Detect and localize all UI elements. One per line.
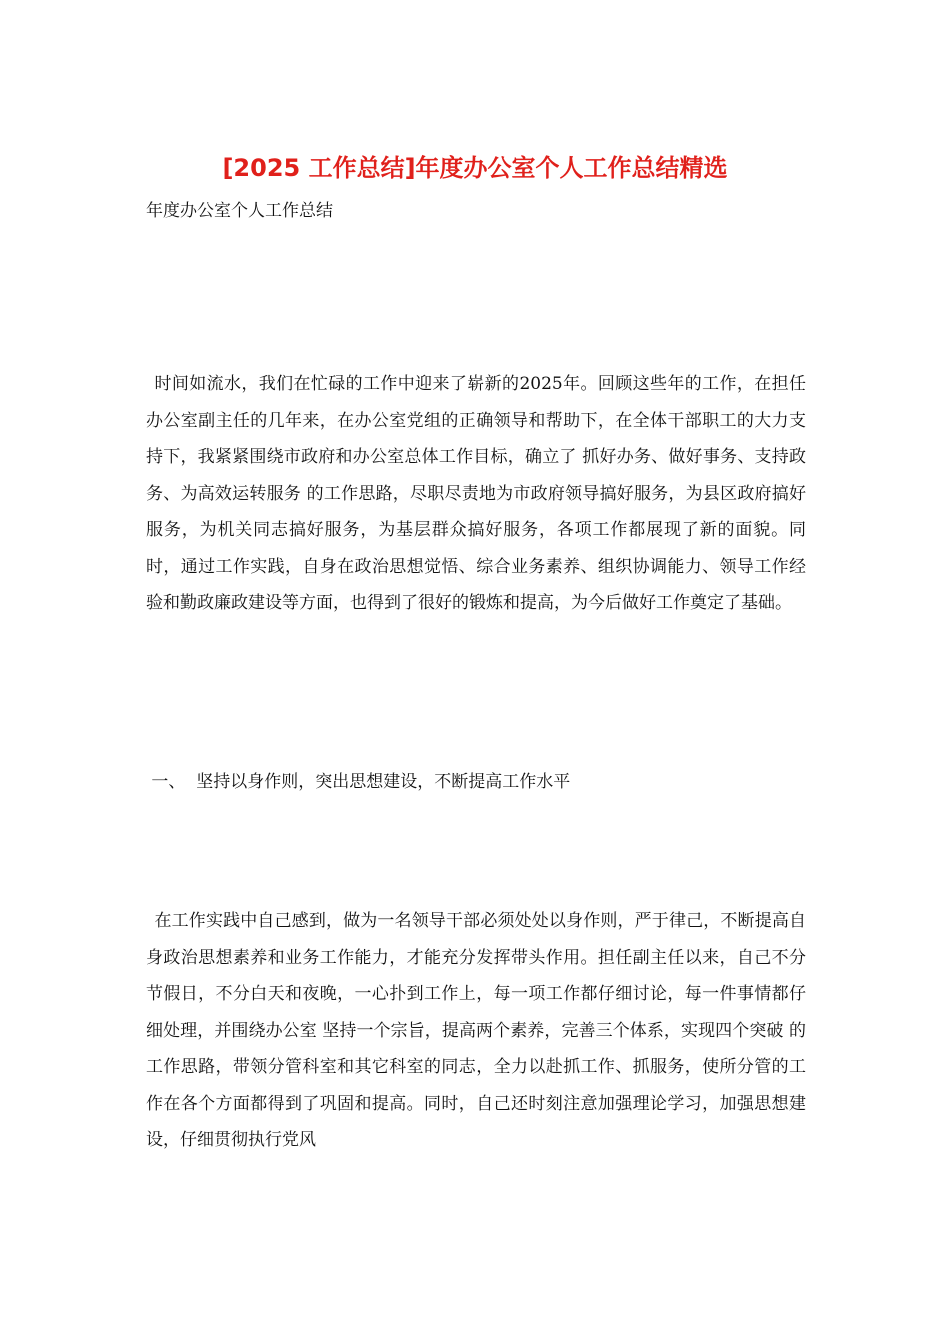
document-subtitle: 年度办公室个人工作总结 bbox=[146, 201, 333, 221]
section-heading-1: 一、 坚持以身作则，突出思想建设，不断提高工作水平 bbox=[146, 772, 571, 792]
paragraph-section-1: 在工作实践中自己感到，做为一名领导干部必须处处以身作则，严于律己，不断提高自身政治思想素养和业务工作能力，才能充分发挥带头作用。担任副主任以来，自己不分节假日，不分白天和夜晚，一心扑到工作上，每一项工作都仔细讨论，每一件事情都仔细处理，并围绕办公室 坚持一个宗旨，提高两个素养，完善三个体系，实现四个突破 的工作思路，带领分管科室和其它科室的同志，全力以赴抓工作、抓服务，使所分管的工作在各个方面都得到了巩固和提高。同时，自己还时刻注意加强理论学习，加强思想建设，仔细贯彻执行党风 bbox=[146, 911, 806, 1150]
paragraph-intro: 时间如流水，我们在忙碌的工作中迎来了崭新的2025年。回顾这些年的工作，在担任办公室副主任的几年来，在办公室党组的正确领导和帮助下，在全体干部职工的大力支持下，我紧紧围绕市政府和办公室总体工作目标，确立了 抓好办务、做好事务、支持政务、为高效运转服务 的工作思路，尽职尽责地为市政府领导搞好服务，为县区政府搞好服务，为机关同志搞好服务，为基层群众搞好服务，各项工作都展现了新的面貌。同时，通过工作实践，自身在政治思想觉悟、综合业务素养、组织协调能力、领导工作经验和勤政廉政建设等方面，也得到了很好的锻炼和提高，为今后做好工作奠定了基础。 bbox=[146, 374, 806, 613]
document-title: [2025 工作总结]年度办公室个人工作总结精选 bbox=[222, 154, 728, 182]
